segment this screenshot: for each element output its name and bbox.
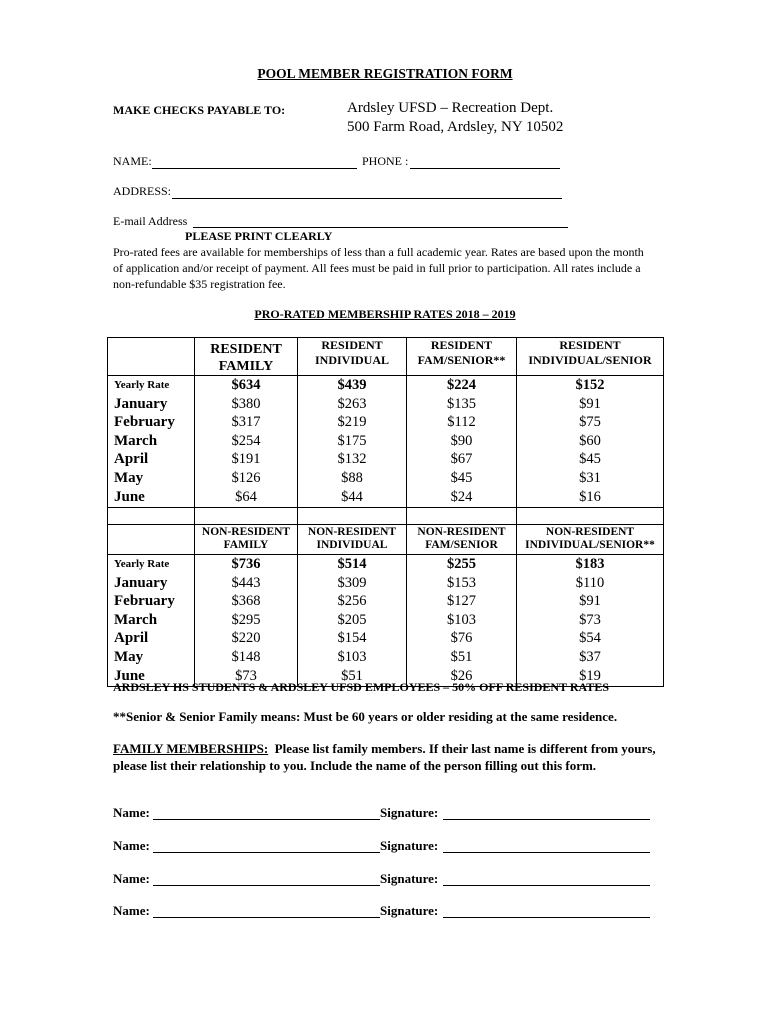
rate-value: $37	[579, 648, 601, 665]
header-blank	[108, 338, 195, 376]
name-line-field[interactable]	[153, 917, 380, 918]
row-label: February	[114, 414, 175, 431]
rate-value: $191	[231, 451, 261, 468]
rate-value: $45	[450, 469, 473, 486]
name-label: Name:	[113, 871, 150, 886]
nonresident-individual-senior-rates	[517, 555, 664, 687]
name-line-field[interactable]	[153, 885, 380, 886]
resident-family-header	[195, 338, 298, 376]
signature-label: Signature:	[380, 871, 439, 886]
signature-line-field[interactable]	[443, 819, 650, 820]
prorated-paragraph: Pro-rated fees are available for memberships of less than a full academic year. Rates are based upon the month of application and/or receipt of payment. All fees must be paid in full prior to participation. All rates include a non-refundable $35 registration fee.	[113, 245, 644, 291]
rate-value: $380	[231, 395, 261, 412]
resident-individual-rates	[298, 376, 407, 508]
rate-value: $132	[337, 451, 367, 468]
rate-value: $152	[575, 377, 605, 393]
name-field[interactable]	[152, 168, 357, 169]
rate-value: $317	[231, 414, 261, 431]
address-label: ADDRESS:	[113, 184, 172, 198]
rate-value: $263	[337, 395, 367, 412]
rate-value: $73	[579, 611, 601, 628]
column-header-line: INDIVIDUAL	[314, 353, 389, 367]
column-header-line: FAMILY	[218, 359, 274, 374]
payable-label: MAKE CHECKS PAYABLE TO:	[113, 103, 286, 117]
print-clearly-note: PLEASE PRINT CLEARLY	[185, 229, 333, 243]
row-label: April	[114, 451, 149, 468]
column-header-line: INDIVIDUAL	[316, 539, 388, 551]
resident-individual-senior-header	[517, 338, 664, 376]
family-memberships-section	[113, 740, 663, 774]
header-blank	[108, 525, 195, 555]
rate-value: $309	[337, 574, 367, 591]
resident-family-rates	[195, 376, 298, 508]
signature-line-field[interactable]	[443, 917, 650, 918]
rate-value: $54	[579, 630, 601, 647]
nonresident-individual-rates	[298, 555, 407, 687]
discount-note: ARDSLEY HS STUDENTS & ARDSLEY UFSD EMPLOYEES – 50% OFF RESIDENT RATES	[113, 680, 609, 694]
row-label: Yearly Rate	[114, 558, 170, 570]
resident-individual-header	[298, 338, 407, 376]
resident-rates-row	[108, 376, 664, 508]
payee-name: Ardsley UFSD – Recreation Dept.	[347, 100, 554, 116]
rate-value: $254	[231, 432, 261, 449]
rate-value: $26	[450, 667, 473, 684]
senior-note: **Senior & Senior Family means: Must be 60 years or older residing at the same residence.	[113, 709, 618, 724]
rate-value: $514	[337, 556, 367, 572]
rate-value: $219	[337, 414, 367, 431]
rate-value: $16	[579, 488, 601, 505]
signature-line-field[interactable]	[443, 852, 650, 853]
rate-value: $183	[575, 556, 605, 572]
rate-value: $31	[579, 469, 601, 486]
rate-value: $51	[341, 667, 363, 684]
name-label: Name:	[113, 805, 150, 820]
rate-value: $76	[450, 630, 473, 647]
row-label: March	[114, 432, 158, 449]
payee-address: 500 Farm Road, Ardsley, NY 10502	[347, 119, 564, 135]
signature-label: Signature:	[380, 903, 439, 918]
email-label: E-mail Address	[113, 214, 188, 228]
rate-value: $24	[450, 488, 473, 505]
column-header-line: FAM/SENIOR	[425, 539, 498, 551]
column-header-line: NON-RESIDENT	[545, 526, 635, 538]
rate-value: $154	[337, 630, 367, 647]
rate-value: $256	[337, 593, 367, 610]
name-label: NAME:	[113, 154, 152, 168]
row-label: March	[114, 611, 158, 628]
rate-value: $634	[231, 377, 261, 393]
name-label: Name:	[113, 838, 150, 853]
signature-label: Signature:	[380, 805, 439, 820]
column-header-line: RESIDENT	[430, 338, 493, 352]
rate-value: $175	[337, 432, 367, 449]
rate-value: $73	[235, 667, 257, 684]
rate-value: $126	[231, 469, 261, 486]
rate-value: $91	[579, 395, 601, 412]
rate-value: $75	[579, 414, 601, 431]
name-line-field[interactable]	[153, 852, 380, 853]
row-label: May	[114, 469, 144, 486]
rate-value: $153	[447, 574, 476, 591]
rates-table	[107, 337, 664, 687]
row-label: June	[114, 667, 145, 684]
row-label: Yearly Rate	[114, 379, 170, 391]
column-header-line: RESIDENT	[321, 338, 383, 352]
page-title: POOL MEMBER REGISTRATION FORM	[257, 66, 513, 81]
rates-heading: PRO-RATED MEMBERSHIP RATES 2018 – 2019	[254, 307, 516, 321]
nonresident-fam-senior-rates	[407, 555, 517, 687]
nonresident-rates-row	[108, 555, 664, 687]
nonresident-individual-senior-header	[517, 525, 664, 555]
column-header-line: INDIVIDUAL/SENIOR**	[525, 539, 655, 551]
rate-value: $295	[231, 611, 261, 628]
rate-value: $127	[447, 593, 476, 610]
rate-value: $112	[447, 414, 476, 431]
resident-individual-senior-rates	[517, 376, 664, 508]
nonresident-month-labels	[108, 555, 195, 687]
rate-value: $88	[341, 469, 363, 486]
rate-value: $255	[447, 556, 476, 572]
address-field[interactable]	[172, 198, 562, 199]
row-label: June	[114, 488, 145, 505]
rate-value: $439	[337, 377, 367, 393]
rate-value: $64	[235, 488, 257, 505]
rate-value: $148	[231, 648, 261, 665]
rate-value: $91	[579, 593, 601, 610]
column-header-line: NON-RESIDENT	[201, 526, 291, 538]
resident-fam-senior-rates	[407, 376, 517, 508]
phone-field[interactable]	[410, 168, 560, 169]
nonresident-family-rates	[195, 555, 298, 687]
row-label: May	[114, 648, 144, 665]
family-memberships-text: Please list family members. If their last name is different from yours, please list their relationship to you. Include the name of the person filling out this form.	[113, 741, 656, 773]
rate-value: $110	[575, 574, 605, 591]
rate-value: $205	[337, 611, 367, 628]
rate-value: $45	[579, 451, 601, 468]
row-label: April	[114, 630, 149, 647]
phone-label: PHONE :	[362, 154, 409, 168]
rate-value: $60	[579, 432, 601, 449]
signature-line-field[interactable]	[443, 885, 650, 886]
nonresident-fam-senior-header	[407, 525, 517, 555]
nonresident-header-row	[108, 525, 664, 555]
rate-value: $90	[450, 432, 473, 449]
rate-value: $224	[447, 377, 476, 393]
rate-value: $44	[341, 488, 363, 505]
row-label: February	[114, 593, 175, 610]
column-header-line: RESIDENT	[559, 338, 621, 352]
column-header-line: INDIVIDUAL/SENIOR	[528, 353, 652, 367]
resident-header-row	[108, 338, 664, 376]
nonresident-family-header	[195, 525, 298, 555]
column-header-line: NON-RESIDENT	[307, 526, 397, 538]
row-label: January	[114, 574, 168, 591]
rate-value: $736	[231, 556, 261, 572]
signature-label: Signature:	[380, 838, 439, 853]
family-memberships-heading: FAMILY MEMBERSHIPS:	[113, 741, 269, 756]
rate-value: $103	[337, 648, 367, 665]
column-header-line: FAM/SENIOR**	[417, 353, 506, 367]
rate-value: $19	[579, 667, 601, 684]
spacer-row	[108, 508, 664, 525]
column-header-line: RESIDENT	[210, 342, 282, 357]
name-line-field[interactable]	[153, 819, 380, 820]
rate-value: $51	[450, 648, 473, 665]
row-label: January	[114, 395, 168, 412]
rate-value: $368	[231, 593, 261, 610]
column-header-line: NON-RESIDENT	[417, 526, 506, 538]
email-field[interactable]	[193, 227, 568, 228]
rate-value: $103	[447, 611, 476, 628]
rate-value: $67	[450, 451, 473, 468]
column-header-line: FAMILY	[223, 539, 269, 551]
name-label: Name:	[113, 903, 150, 918]
rate-value: $220	[231, 630, 261, 647]
rate-value: $135	[447, 395, 476, 412]
resident-month-labels	[108, 376, 195, 508]
rate-value: $443	[231, 574, 261, 591]
resident-fam-senior-header	[407, 338, 517, 376]
nonresident-individual-header	[298, 525, 407, 555]
